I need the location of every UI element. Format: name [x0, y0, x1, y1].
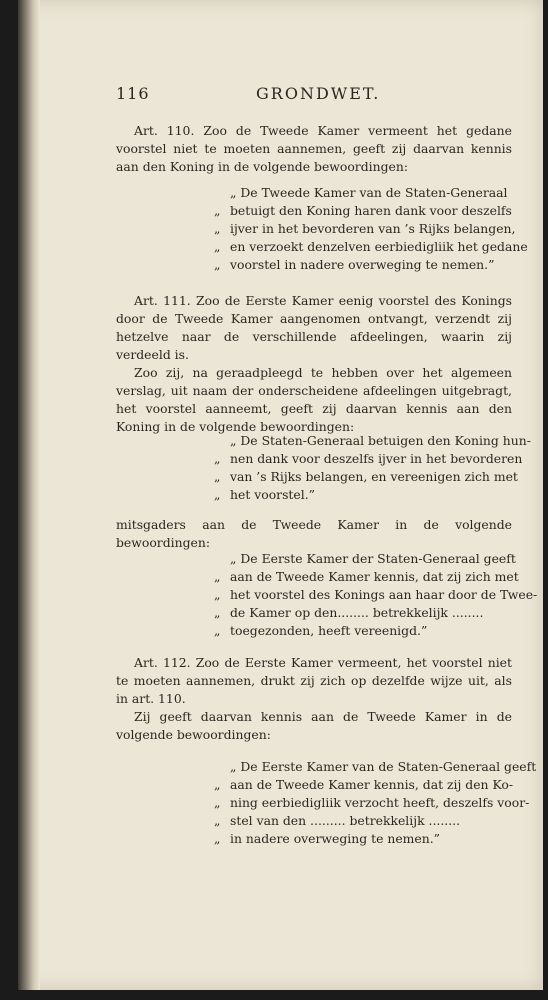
- quote-2-line: „ nen dank voor deszelfs ijver in het bevorderen: [214, 451, 523, 466]
- quote-1-line: „ betuigt den Koning haren dank voor deszelfs: [214, 203, 512, 218]
- mitsgaders-text: mitsgaders aan de Tweede Kamer in de volgende bewoordingen:: [116, 517, 512, 550]
- quote-2-line: „ van ’s Rijks belangen, en vereenigen zich met: [214, 469, 518, 484]
- article-112: [116, 654, 512, 744]
- page-number: 116: [116, 84, 150, 103]
- quote-4-line: „ stel van den ......... betrekkelijk ........: [214, 813, 461, 828]
- quote-4-line: „ De Eerste Kamer van de Staten-Generaal geeft: [230, 759, 537, 774]
- running-title: GRONDWET.: [256, 84, 381, 103]
- quote-3-line: „ het voorstel des Konings aan haar door de Twee-: [214, 587, 538, 602]
- article-112-para-2: Zij geeft daarvan kennis aan de Tweede Kamer in de volgende bewoordingen:: [116, 709, 512, 742]
- quote-4-line: „ ning eerbiedigliik verzocht heeft, deszelfs voor-: [214, 795, 530, 810]
- mitsgaders-line: [116, 516, 512, 552]
- quote-1: [214, 184, 528, 274]
- quote-2: [214, 432, 531, 504]
- quote-3-line: „ De Eerste Kamer der Staten-Generaal geeft: [230, 551, 516, 566]
- quote-3: [214, 550, 538, 640]
- quote-1-line: „ De Tweede Kamer van de Staten-Generaal: [230, 185, 508, 200]
- quote-3-line: „ toegezonden, heeft vereenigd.”: [214, 623, 428, 638]
- quote-1-line: „ ijver in het bevorderen van ’s Rijks belangen,: [214, 221, 516, 236]
- running-header: [116, 84, 416, 108]
- book-page: [18, 0, 543, 990]
- quote-4: [214, 758, 537, 848]
- book-spine: [18, 0, 40, 990]
- article-112-para-1: Art. 112. Zoo de Eerste Kamer vermeent, het voorstel niet te moeten aannemen, drukt zij zich op dezelfde wijze uit, als in art. 110.: [116, 655, 512, 706]
- quote-1-line: „ voorstel in nadere overweging te nemen.”: [214, 257, 495, 272]
- quote-4-line: „ in nadere overweging te nemen.”: [214, 831, 441, 846]
- article-111-para-1: Art. 111. Zoo de Eerste Kamer eenig voorstel des Konings door de Tweede Kamer aangenomen ontvangt, verzendt zij hetzelve naar de verschillende afdeelingen, waarin zij verdeeld is.: [116, 293, 512, 362]
- article-111: [116, 292, 512, 436]
- quote-4-line: „ aan de Tweede Kamer kennis, dat zij den Ko-: [214, 777, 514, 792]
- quote-1-line: „ en verzoekt denzelven eerbiedigliik het gedane: [214, 239, 528, 254]
- quote-2-line: „ De Staten-Generaal betuigen den Koning hun-: [230, 433, 531, 448]
- article-110: [116, 122, 512, 176]
- quote-3-line: „ de Kamer op den........ betrekkelijk ........: [214, 605, 484, 620]
- article-111-para-2: Zoo zij, na geraadpleegd te hebben over het algemeen verslag, uit naam der onderscheidene afdeelingen uitgebragt, het voorstel aanneemt, geeft zij daarvan kennis aan den Koning in de volgende bewoordingen:: [116, 365, 512, 434]
- quote-3-line: „ aan de Tweede Kamer kennis, dat zij zich met: [214, 569, 519, 584]
- article-110-text: Art. 110. Zoo de Tweede Kamer vermeent het gedane voorstel niet te moeten aannemen, geeft zij daarvan kennis aan den Koning in de volgende bewoordingen:: [116, 123, 512, 174]
- quote-2-line: „ het voorstel.”: [214, 487, 315, 502]
